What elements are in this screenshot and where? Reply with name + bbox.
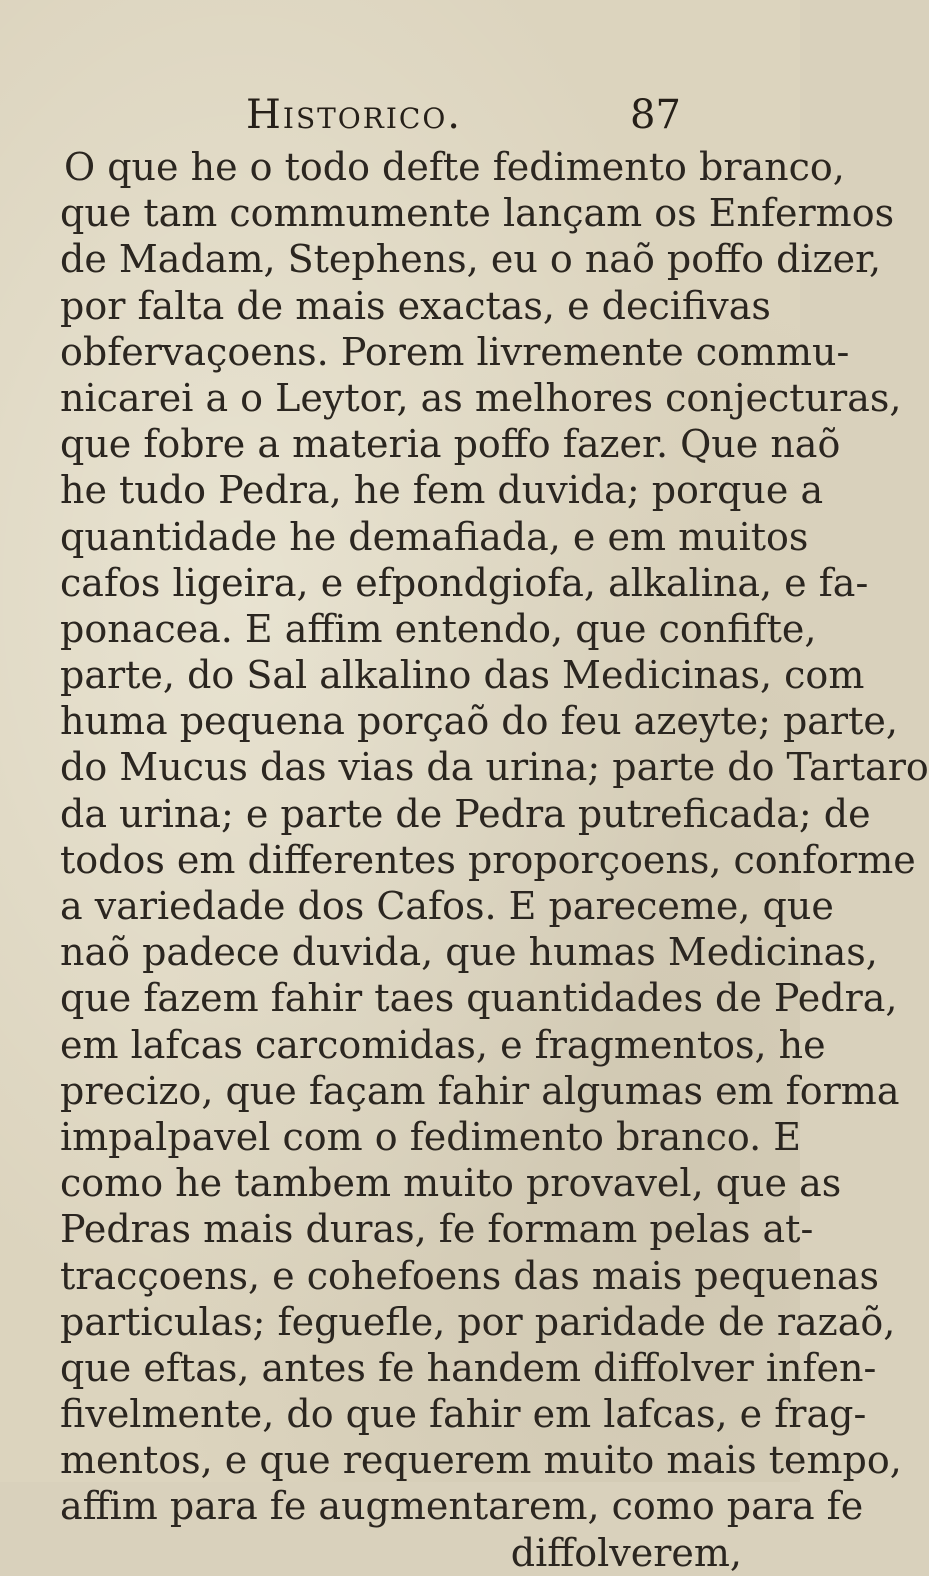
text-line: que fobre a materia poffo fazer. Que naõ xyxy=(60,422,841,467)
text-line: mentos, e que requerem muito mais tempo, xyxy=(60,1438,902,1483)
text-line: naõ padece duvida, que humas Medicinas, xyxy=(60,930,878,975)
text-line: como he tambem muito provavel, que as xyxy=(60,1161,842,1206)
text-line: todos em differentes proporçoens, conforme xyxy=(60,837,916,882)
text-line: impalpavel com o fedimento branco. E xyxy=(60,1114,801,1159)
text-line: huma pequena porçaõ do feu azeyte; parte, xyxy=(60,699,898,744)
text-line: obfervaçoens. Porem livremente commu- xyxy=(60,329,850,374)
text-line: precizo, que façam fahir algumas em forma xyxy=(60,1068,900,1113)
text-line: do Mucus das vias da urina; parte do Tartaro xyxy=(60,745,929,790)
ink-mark xyxy=(136,58,154,68)
text-line: em lafcas carcomidas, e fragmentos, he xyxy=(60,1022,826,1067)
text-line: diffolverem, xyxy=(510,1530,742,1575)
text-line: nicarei a o Leytor, as melhores conjecturas, xyxy=(60,375,902,420)
page-header xyxy=(0,92,800,148)
text-line: Pedras mais duras, fe formam pelas at- xyxy=(60,1207,814,1252)
text-line: que tam commumente lançam os Enfermos xyxy=(60,191,895,236)
text-line: por falta de mais exactas, e decifivas xyxy=(60,283,771,328)
text-line: particulas; feguefle, por paridade de razaõ, xyxy=(60,1299,896,1344)
body-text xyxy=(60,144,929,1576)
text-line: fivelmente, do que fahir em lafcas, e frag- xyxy=(60,1392,867,1437)
text-line: que fazem fahir taes quantidades de Pedra, xyxy=(60,976,898,1021)
text-line: parte, do Sal alkalino das Medicinas, com xyxy=(60,653,865,698)
page-number: 87 xyxy=(630,92,681,138)
text-line: tracçoens, e cohefoens das mais pequenas xyxy=(60,1253,880,1298)
text-line: affim para fe augmentarem, como para fe xyxy=(60,1484,864,1529)
text-line: a variedade dos Cafos. E pareceme, que xyxy=(60,884,834,928)
text-line: que eftas, antes fe handem diffolver infen- xyxy=(60,1345,877,1390)
text-line: de Madam, Stephens, eu o naõ poffo dizer, xyxy=(60,237,882,282)
running-head: Historico. xyxy=(246,92,462,138)
text-line: O que he o todo defte fedimento branco, xyxy=(64,145,845,189)
text-line: ponacea. E affim entendo, que confifte, xyxy=(60,606,817,651)
text-line: he tudo Pedra, he fem duvida; porque a xyxy=(60,468,824,513)
text-line: cafos ligeira, e efpondgiofa, alkalina, e fa- xyxy=(60,560,869,605)
text-line: da urina; e parte de Pedra putreficada; de xyxy=(60,791,871,836)
text-line: quantidade he demafiada, e em muitos xyxy=(60,514,809,559)
